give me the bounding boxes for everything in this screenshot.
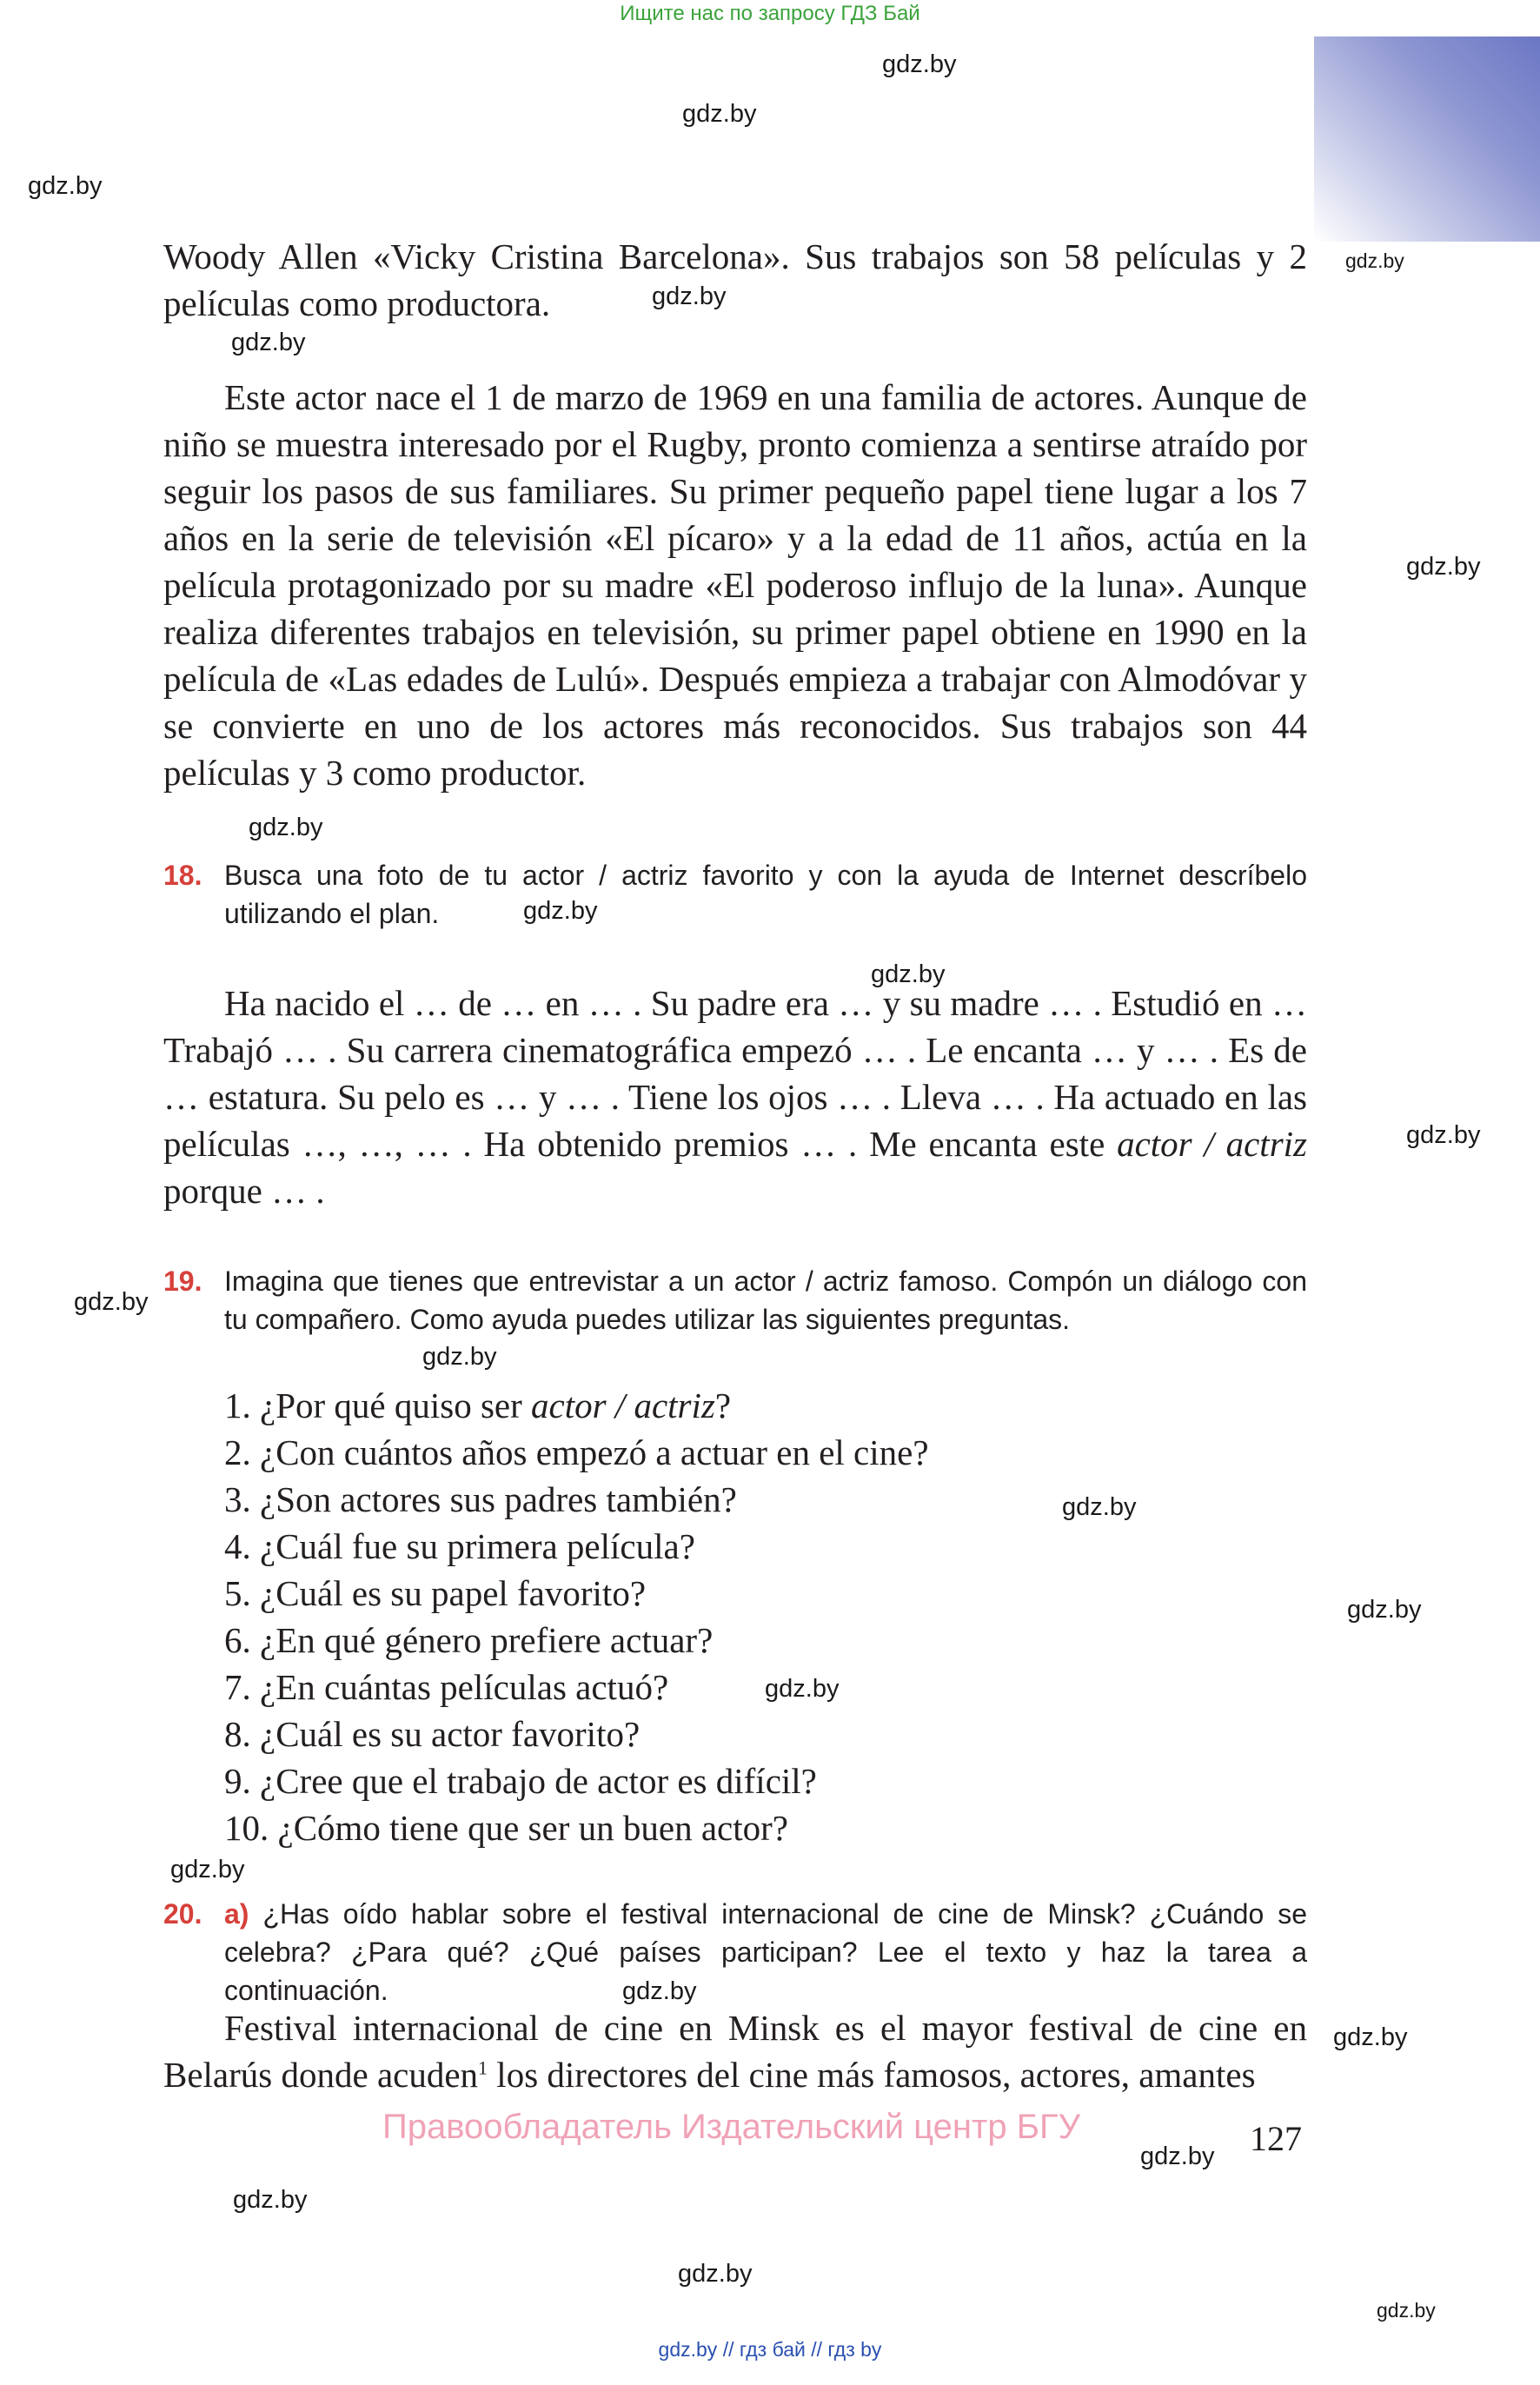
question-item: 9. ¿Cree que el trabajo de actor es difícil? xyxy=(224,1761,817,1801)
plan-text xyxy=(163,980,1307,1214)
q1-italic: actor / actriz xyxy=(531,1385,715,1425)
question-item: 7. ¿En cuántas películas actuó? xyxy=(224,1667,669,1707)
top-banner[interactable]: Ищите нас по запросу ГДЗ Бай xyxy=(620,2,920,25)
corner-decoration xyxy=(1314,37,1540,242)
question-item: 10. ¿Cómo tiene que ser un buen actor? xyxy=(224,1808,788,1848)
watermark: gdz.by xyxy=(422,1343,497,1371)
watermark: gdz.by xyxy=(765,1675,840,1703)
festival-paragraph xyxy=(163,2004,1307,2098)
watermark: gdz.by xyxy=(74,1288,149,1316)
question-item: 5. ¿Cuál es su papel favorito? xyxy=(224,1573,647,1613)
watermark: gdz.by xyxy=(682,100,757,128)
watermark: gdz.by xyxy=(170,1856,245,1883)
task-number: 19. xyxy=(163,1266,202,1297)
watermark: gdz.by xyxy=(1406,553,1481,581)
q1-post: ? xyxy=(714,1385,732,1425)
watermark: gdz.by xyxy=(1377,2299,1436,2322)
task-number: 20. xyxy=(163,1898,202,1930)
plan-italic: actor / actriz xyxy=(1117,1124,1308,1164)
watermark: gdz.by xyxy=(1406,1121,1481,1149)
festival-post: los directores del cine más famosos, actores, amantes xyxy=(488,2055,1256,2095)
watermark: gdz.by xyxy=(1347,1596,1422,1624)
watermark: gdz.by xyxy=(652,282,727,310)
task-19 xyxy=(163,1262,1307,1339)
bio-text: Este actor nace el 1 de marzo de 1969 en una familia de actores. Aunque de niño se muestra interesado por el Rugby, pronto comienza a sentirse atraído por seguir los pasos de sus familiares. Su primer pequeño papel tiene lugar a los 7 años en la serie de televisión «El pícaro» y a la edad de 11 años, actúa en la película protagonizado por su madre «El poderoso influjo de la luna». Aunque realiza diferentes trabajos en televisión, su primer papel obtiene en 1990 en la película de «Las edades de Lulú». Después empieza a trabajar con Almodóvar y se convierte en uno de los actores más reconocidos. Sus trabajos son 44 películas y 3 como productor. xyxy=(163,377,1307,793)
task-instruction: Busca una foto de tu actor / actriz favorito y con la ayuda de Internet descríbelo utilizando el plan. xyxy=(224,860,1307,929)
question-item: 8. ¿Cuál es su actor favorito? xyxy=(224,1714,641,1754)
bottom-links[interactable]: gdz.by // гдз бай // гдз by xyxy=(658,2338,882,2361)
task-instruction xyxy=(224,1895,1307,2010)
question-item: 4. ¿Cuál fue su primera película? xyxy=(224,1526,695,1566)
question-item: 3. ¿Son actores sus padres también? xyxy=(224,1479,737,1519)
plan-main: Ha nacido el … de … en … . Su padre era … y su madre … . Estudió en … Trabajó … . Su carrera cinematográfica empezó … . Le encanta … y … . Es de … estatura. Su pelo es … y … . Tiene los ojos … . Lleva … . Ha actuado en las películas …, …, … . Ha obtenido premios … . Me encanta este xyxy=(163,983,1307,1164)
watermark: gdz.by xyxy=(678,2260,753,2288)
festival-text xyxy=(163,2004,1307,2098)
watermark: gdz.by xyxy=(1062,1493,1137,1521)
watermark: gdz.by xyxy=(882,50,957,78)
q1-pre: 1. ¿Por qué quiso ser xyxy=(224,1385,532,1425)
intro-paragraph xyxy=(163,233,1307,327)
watermark: gdz.by xyxy=(871,960,946,988)
task-instruction-text: ¿Has oído hablar sobre el festival internacional de cine de Minsk? ¿Cuándo se celebra? ¿Para qué? ¿Qué países participan? Lee el texto y haz la tarea a continuación. xyxy=(224,1898,1308,2006)
watermark: gdz.by xyxy=(523,897,598,925)
question-item: 2. ¿Con cuántos años empezó a actuar en el cine? xyxy=(224,1432,929,1472)
watermark: gdz.by xyxy=(231,329,306,356)
question-item xyxy=(224,1382,1267,1429)
plan-end: porque … . xyxy=(163,1171,325,1211)
watermark: gdz.by xyxy=(28,172,103,200)
task-20 xyxy=(163,1895,1307,2010)
watermark: gdz.by xyxy=(1345,249,1404,272)
task-part-label: a) xyxy=(224,1898,249,1930)
bio-paragraph xyxy=(163,374,1307,796)
task-number: 18. xyxy=(163,860,202,891)
task-18-plan xyxy=(163,980,1307,1214)
page-number: 127 xyxy=(1250,2119,1302,2158)
watermark: gdz.by xyxy=(1140,2143,1215,2170)
question-item: 6. ¿En qué género prefiere actuar? xyxy=(224,1620,714,1660)
watermark: gdz.by xyxy=(233,2186,308,2214)
intro-text: Woody Allen «Vicky Cristina Barcelona». Sus trabajos son 58 películas y 2 películas como productora. xyxy=(163,236,1307,323)
watermark: gdz.by xyxy=(249,814,323,841)
footnote-mark: 1 xyxy=(478,2056,488,2079)
watermark: gdz.by xyxy=(1333,2023,1408,2051)
copyright-notice: Правообладатель Издательский центр БГУ xyxy=(382,2108,1081,2146)
question-list xyxy=(224,1382,1267,1851)
task-18 xyxy=(163,856,1307,933)
festival-pre: Festival internacional de cine en Minsk es el mayor festival de cine en Belarús donde acuden xyxy=(163,2008,1307,2095)
watermark: gdz.by xyxy=(622,1977,697,2005)
task-instruction: Imagina que tienes que entrevistar a un actor / actriz famoso. Compón un diálogo con tu compañero. Como ayuda puedes utilizar las siguientes preguntas. xyxy=(224,1266,1307,1335)
